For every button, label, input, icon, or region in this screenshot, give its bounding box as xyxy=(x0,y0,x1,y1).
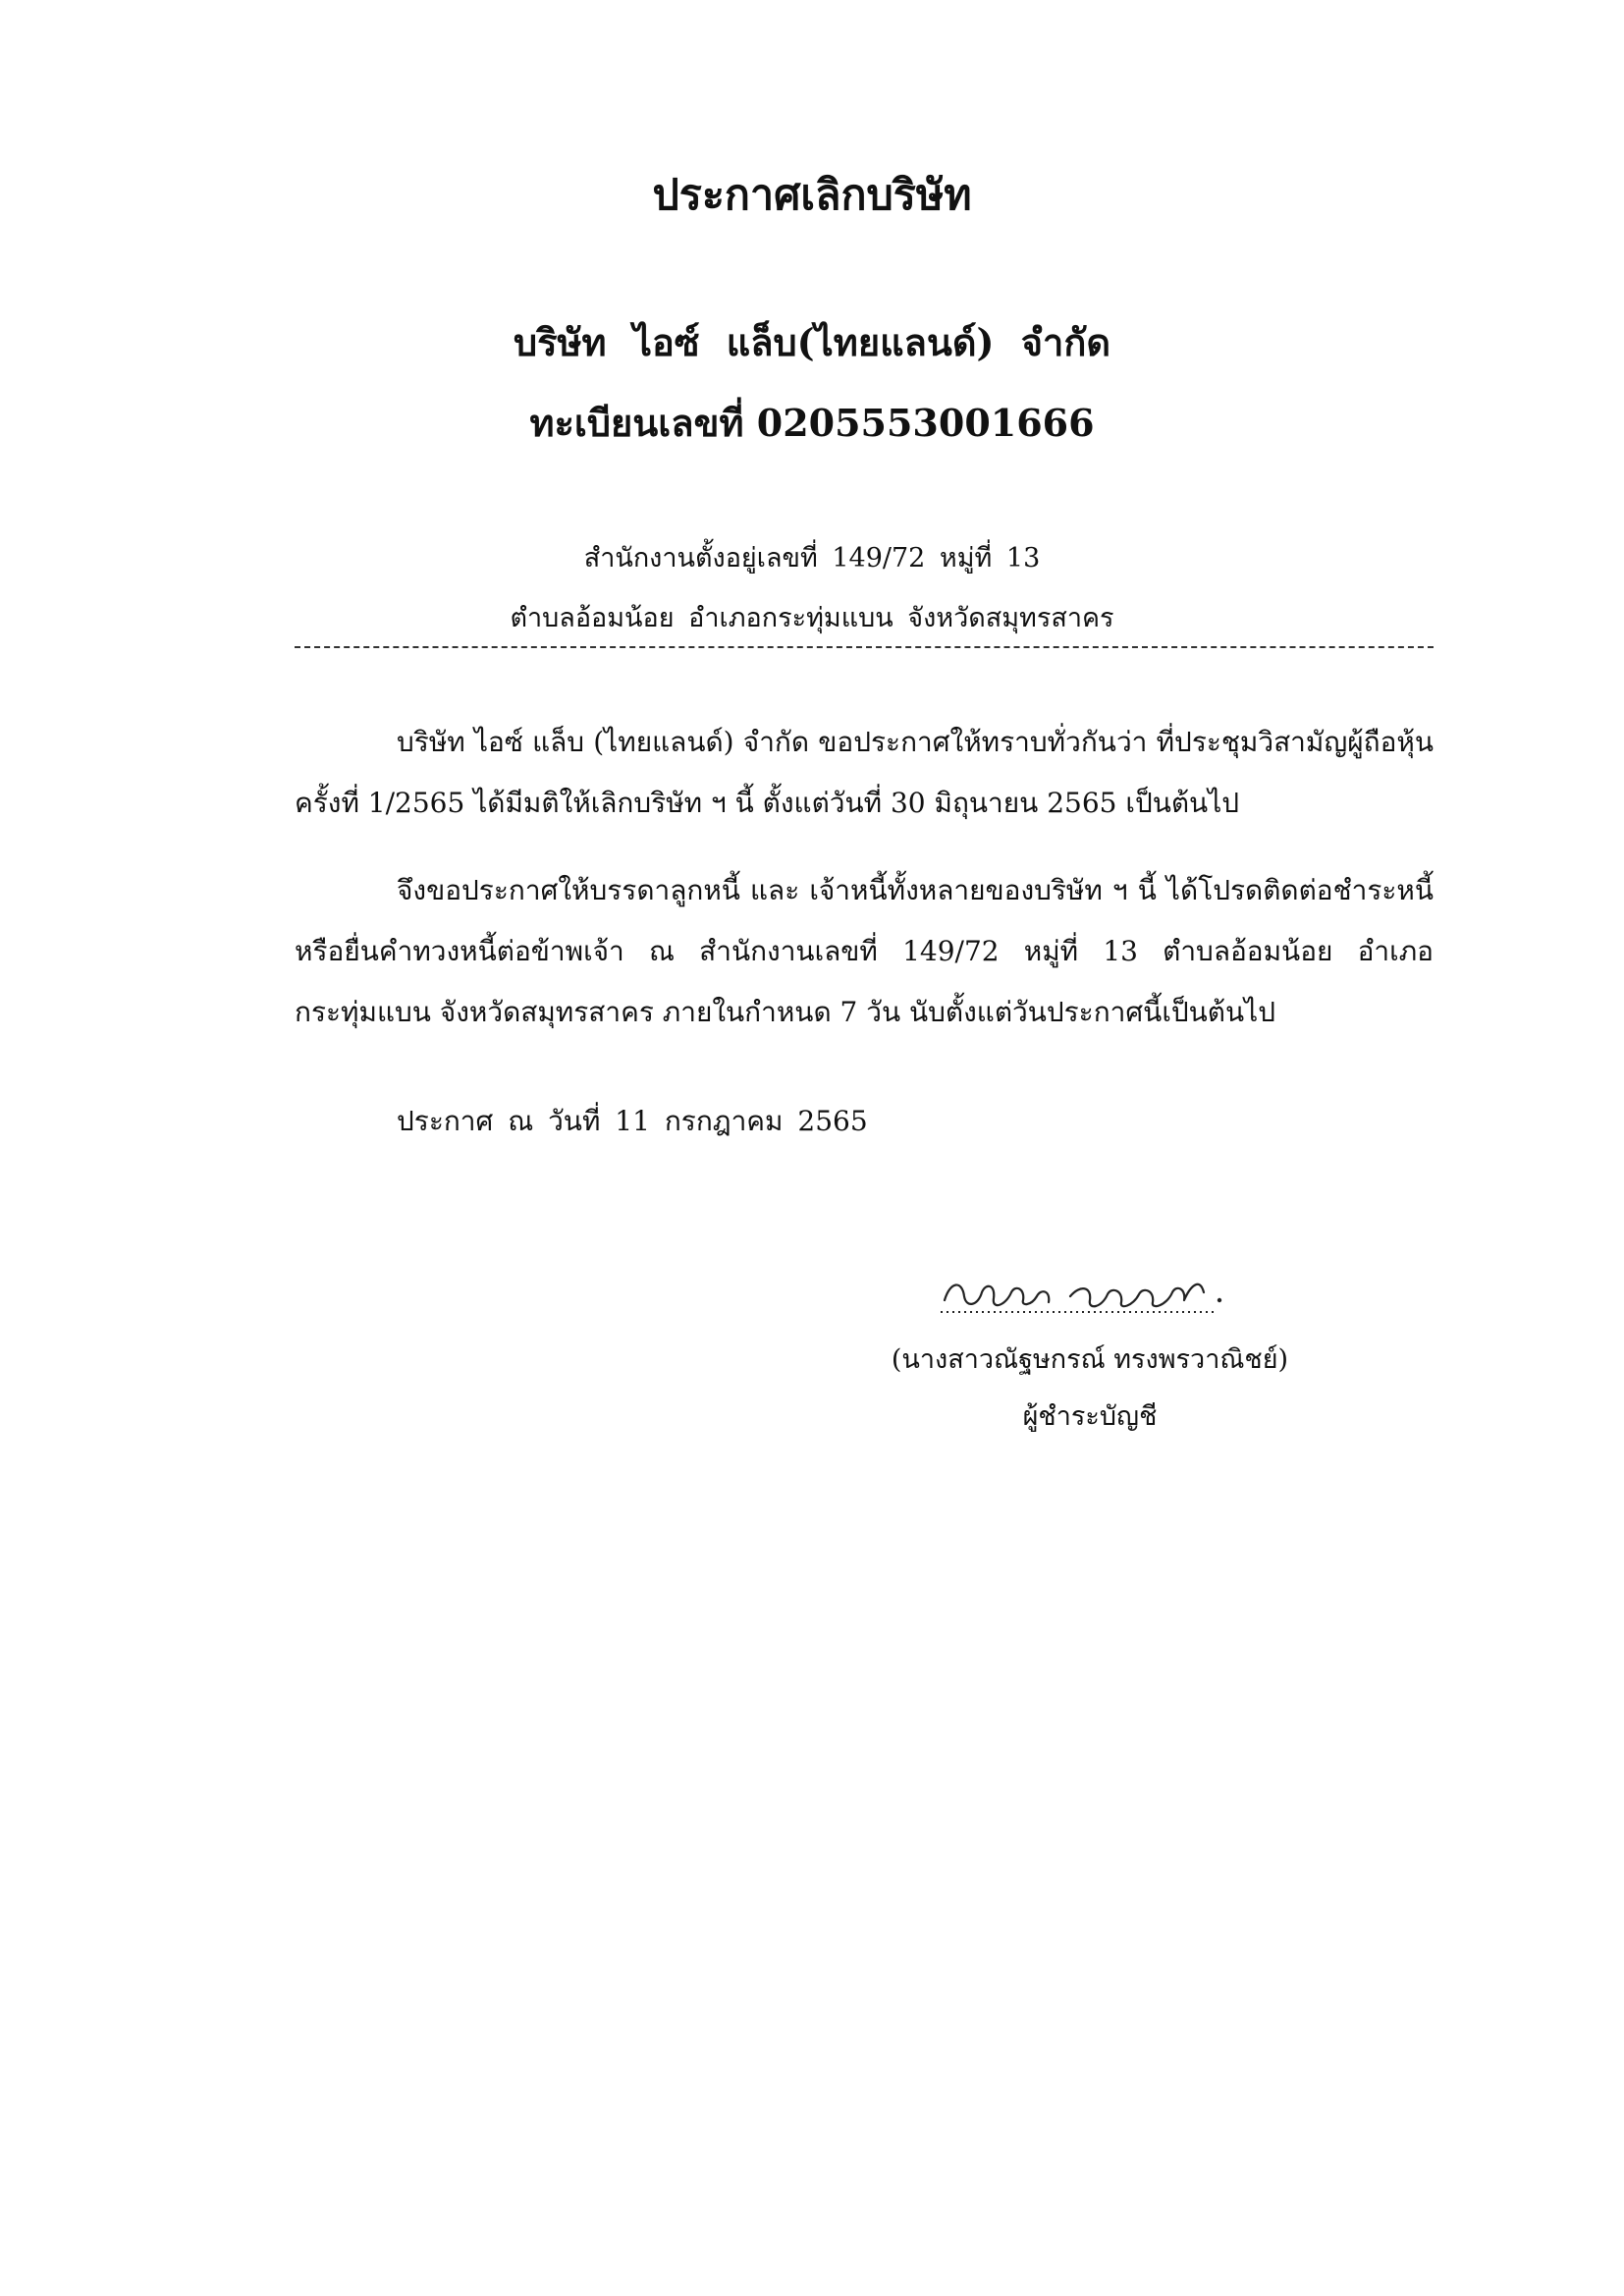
dashed-divider xyxy=(295,646,1434,648)
announcement-paragraph-2: จึงขอประกาศให้บรรดาลูกหนี้ และ เจ้าหนี้ทั้งหลายของบริษัท ฯ นี้ ได้โปรดติดต่อชำระหนี้หรือยื่นคำทวงหนี้ต่อข้าพเจ้า ณ สำนักงานเลขที่ 149/72 หมู่ที่ 13 ตำบลอ้อมน้อย อำเภอกระทุ่มแบน จังหวัดสมุทรสาคร ภายในกำหนด 7 วัน นับตั้งแต่วันประกาศนี้เป็นต้นไป xyxy=(295,874,1434,1028)
office-address-line-1: สำนักงานตั้งอยู่เลขที่ 149/72 หมู่ที่ 13 xyxy=(583,543,1041,574)
document-title: ประกาศเลิกบริษัท xyxy=(652,171,972,220)
registration-number: ทะเบียนเลขที่ 0205553001666 xyxy=(529,401,1095,445)
company-name: บริษัท ไอซ์ แล็บ(ไทยแลนด์) จำกัด xyxy=(513,320,1111,364)
announcement-paragraph-1: บริษัท ไอซ์ แล็บ (ไทยแลนด์) จำกัด ขอประกาศให้ทราบทั่วกันว่า ที่ประชุมวิสามัญผู้ถือหุ้น ครั้งที่ 1/2565 ได้มีมติให้เลิกบริษัท ฯ นี้ ตั้งแต่วันที่ 30 มิถุนายน 2565 เป็นต้นไป xyxy=(295,726,1434,819)
handwritten-signature xyxy=(933,1267,1257,1322)
signer-role: ผู้ชำระบัญชี xyxy=(1022,1401,1158,1432)
signer-name: (นางสาวณัฐษกรณ์ ทรงพรวาณิชย์) xyxy=(891,1344,1289,1375)
office-address-line-2: ตำบลอ้อมน้อย อำเภอกระทุ่มแบน จังหวัดสมุทรสาคร xyxy=(510,603,1114,633)
announcement-date: ประกาศ ณ วันที่ 11 กรกฎาคม 2565 xyxy=(397,1105,868,1137)
